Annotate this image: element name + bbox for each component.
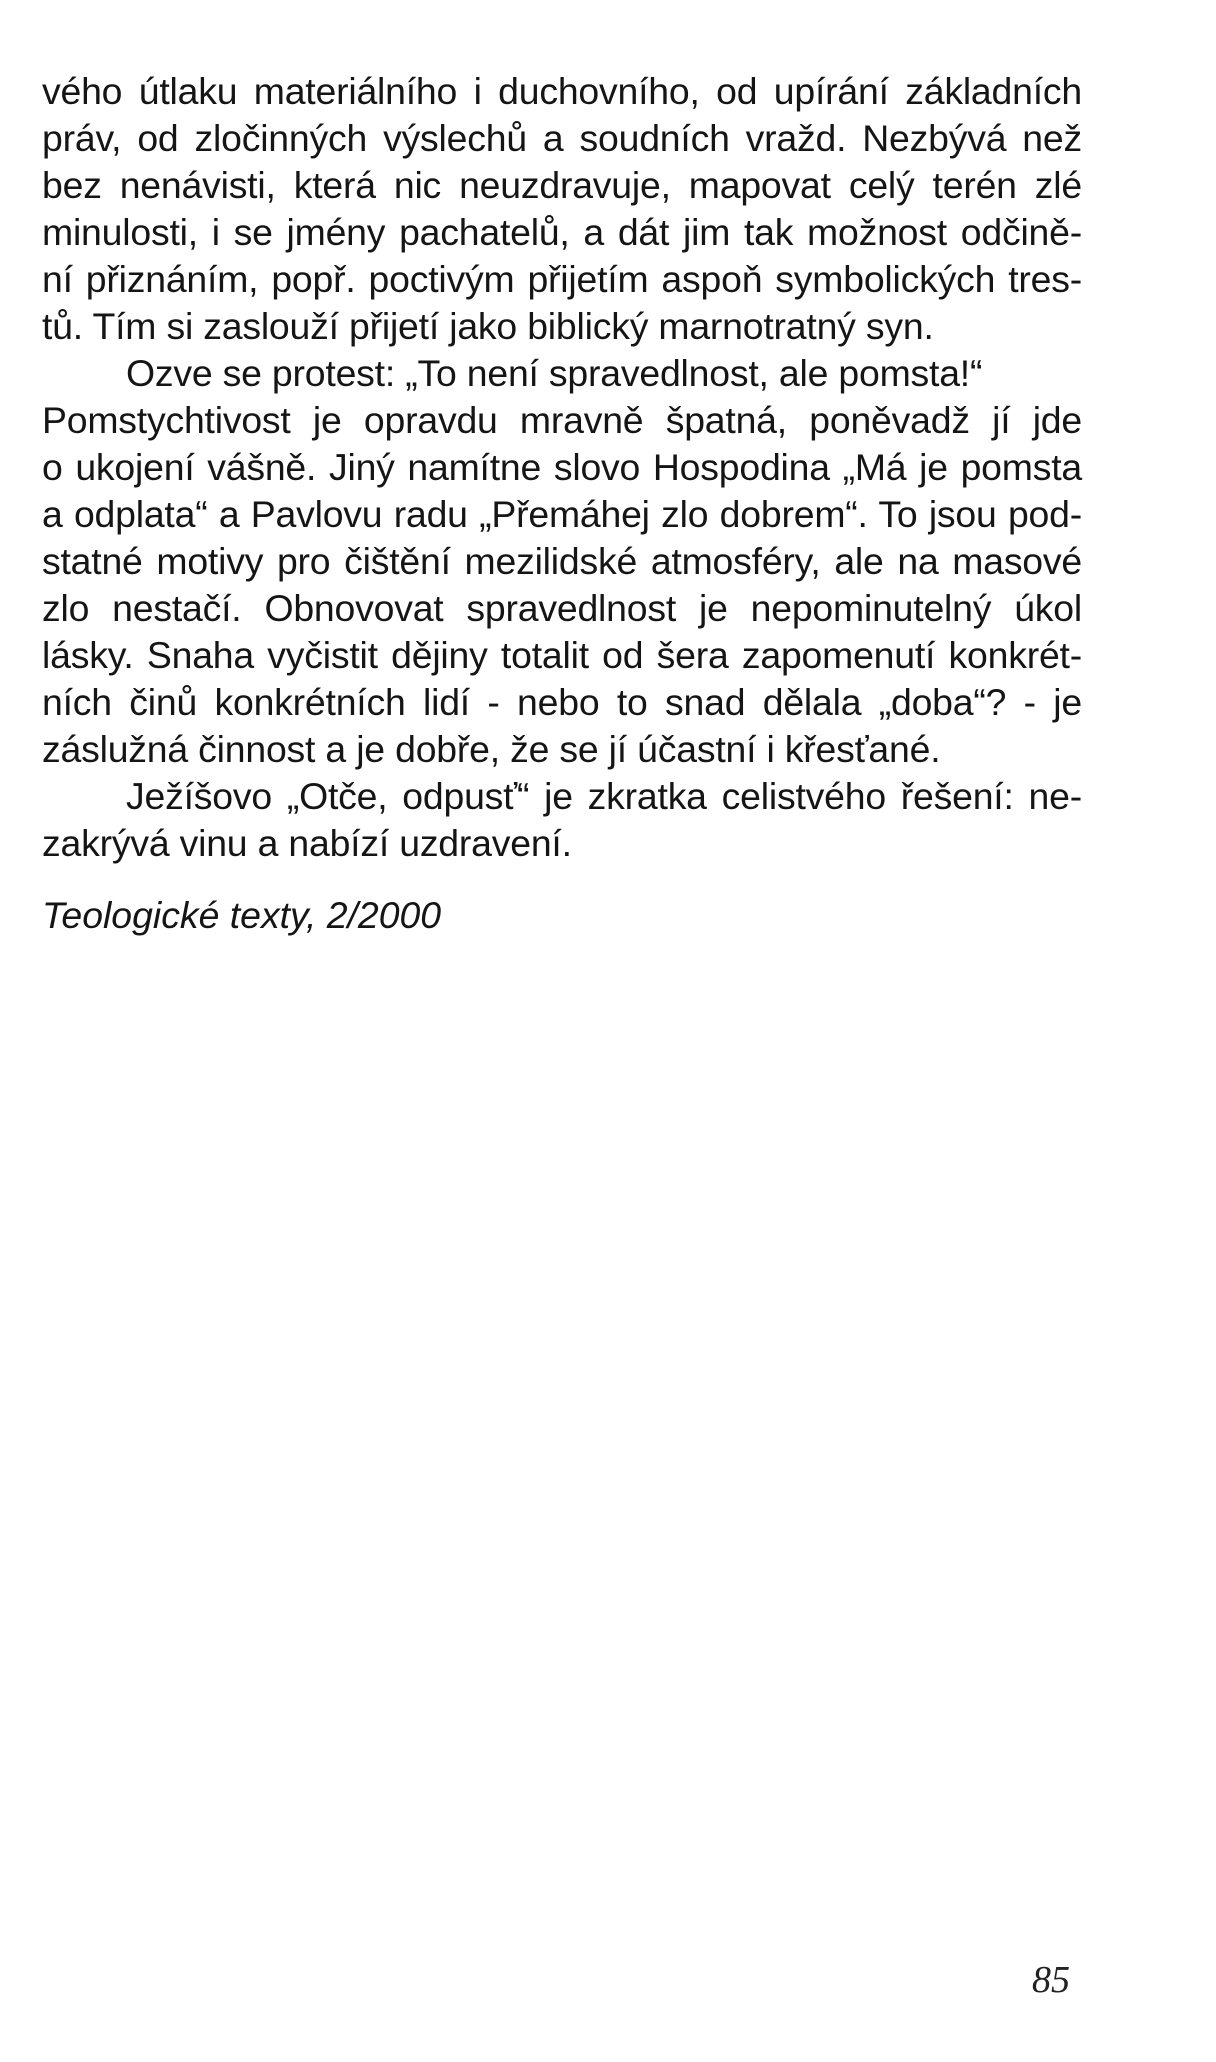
text-line: tů. Tím si zaslouží přijetí jako biblický marnotratný syn. <box>42 305 934 347</box>
text-line: vého útlaku materiálního i duchovního, od upírání základních <box>42 70 1082 112</box>
text-line: statné motivy pro čištění mezilidské atmosféry, ale na masové <box>42 540 1082 582</box>
text-line: Ježíšovo „Otče, odpusť“ je zkratka celistvého řešení: ne- <box>126 775 1082 817</box>
source-citation: Teologické texty, 2/2000 <box>42 894 442 936</box>
text-line: o ukojení vášně. Jiný namítne slovo Hospodina „Má je pomsta <box>42 446 1082 488</box>
text-line: a odplata“ a Pavlovu radu „Přemáhej zlo dobrem“. To jsou pod- <box>42 493 1082 535</box>
text-line: minulosti, i se jmény pachatelů, a dát jim tak možnost odčině- <box>42 211 1082 253</box>
text-line: zakrývá vinu a nabízí uzdravení. <box>42 822 572 864</box>
text-line: práv, od zločinných výslechů a soudních vražd. Nezbývá než <box>42 117 1082 159</box>
text-line: bez nenávisti, která nic neuzdravuje, mapovat celý terén zlé <box>42 164 1082 206</box>
page-number: 85 <box>1032 1959 1070 2001</box>
body-text <box>42 68 1082 867</box>
text-line: ní přiznáním, popř. poctivým přijetím aspoň symbolických tres- <box>42 258 1082 300</box>
text-line: zlo nestačí. Obnovovat spravedlnost je nepominutelný úkol <box>42 587 1082 629</box>
text-line: Pomstychtivost je opravdu mravně špatná, poněvadž jí jde <box>42 399 1082 441</box>
text-line: záslužná činnost a je dobře, že se jí účastní i křesťané. <box>42 728 941 770</box>
text-line: lásky. Snaha vyčistit dějiny totalit od šera zapomenutí konkrét- <box>42 634 1082 676</box>
text-line: Ozve se protest: „To není spravedlnost, ale pomsta!“ <box>126 352 983 394</box>
text-line: ních činů konkrétních lidí - nebo to snad dělala „doba“? - je <box>42 681 1082 723</box>
